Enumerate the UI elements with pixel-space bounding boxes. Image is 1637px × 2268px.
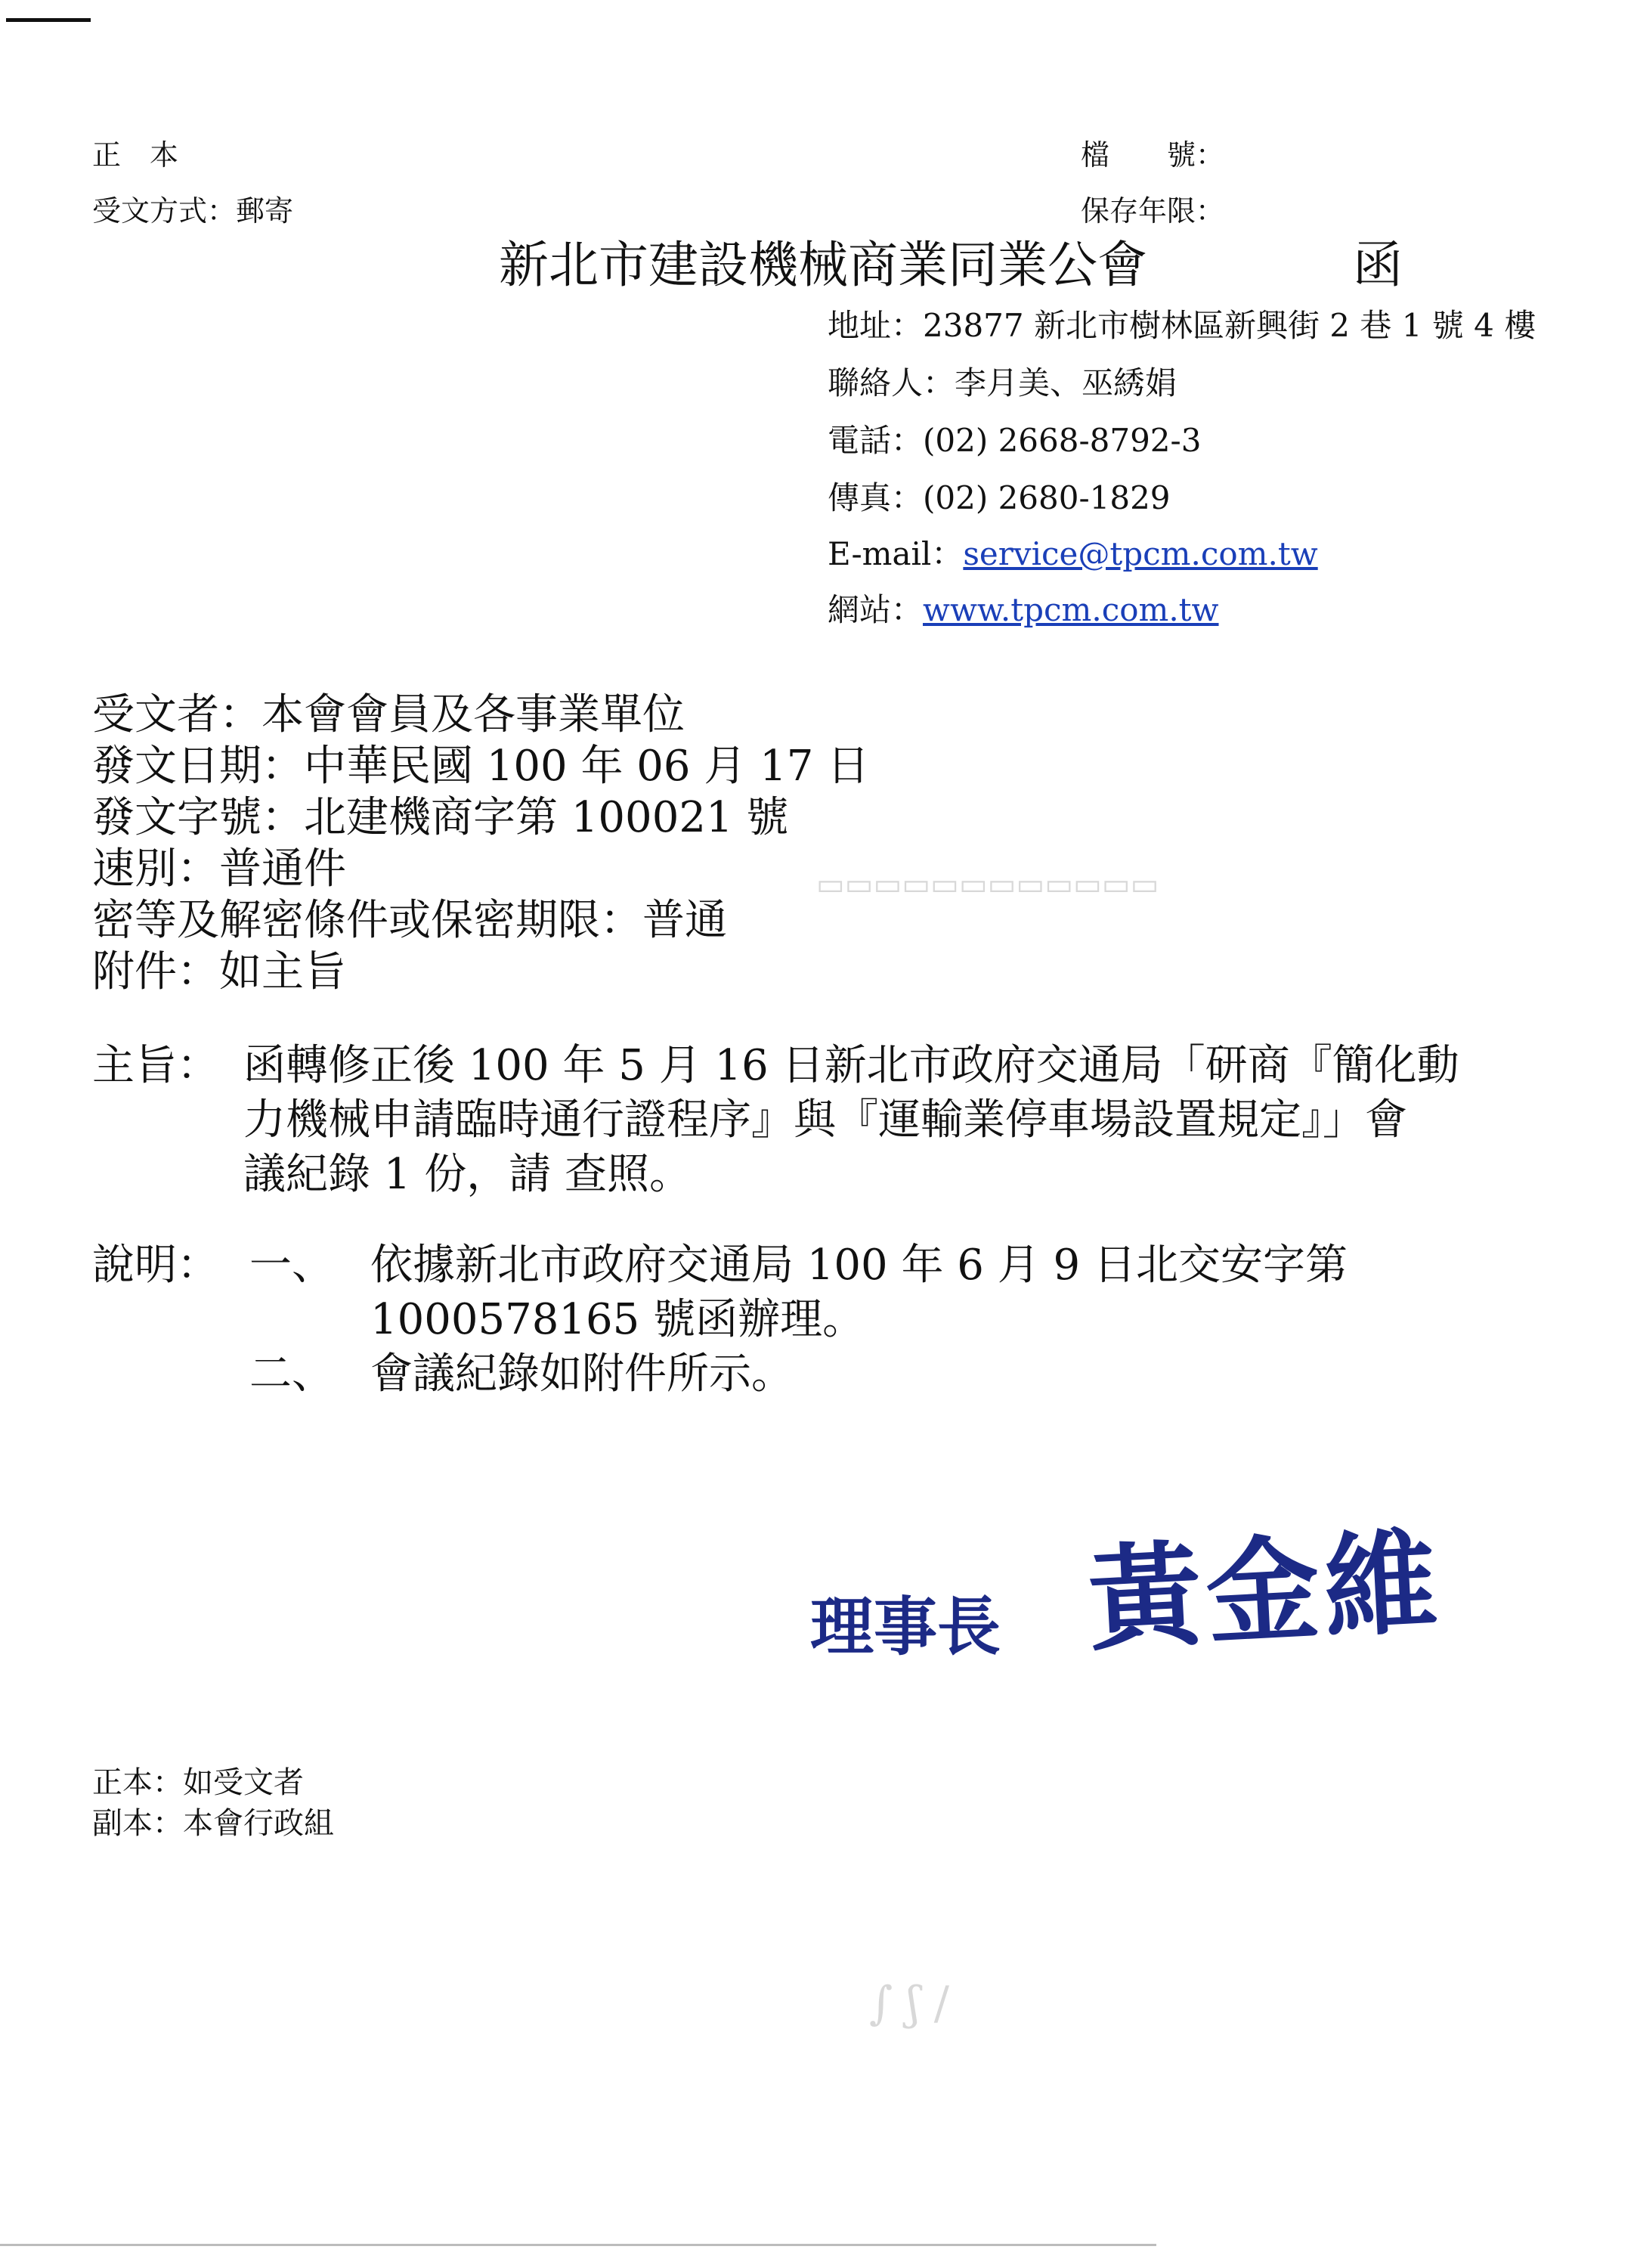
corner-scan-mark (6, 18, 91, 22)
contact-person: 聯絡人：李月美、巫綉娟 (828, 364, 1177, 401)
priority: 速別：普通件 (92, 844, 346, 894)
email-row (828, 535, 1318, 572)
organization-name: 新北市建設機械商業同業公會 (499, 236, 1147, 294)
bleed-through-mark: ∫ ʃ ∕ (869, 1977, 949, 2030)
explanation-label: 說明： (92, 1241, 219, 1290)
secrecy-level: 密等及解密條件或保密期限：普通 (92, 896, 727, 945)
website-label: 網站： (828, 591, 924, 628)
delivery-method: 受文方式：郵寄 (92, 194, 294, 228)
signatory-title: 理事長 (810, 1589, 1001, 1664)
copy-distribution: 副本：本會行政組 (92, 1806, 334, 1841)
fax: 傳真：(02) 2680-1829 (828, 479, 1171, 516)
explanation-item-number: 二、 (249, 1349, 334, 1399)
recipient: 受文者：本會會員及各事業單位 (92, 690, 685, 739)
issue-date: 發文日期：中華民國 100 年 06 月 17 日 (92, 742, 870, 791)
address: 地址：23877 新北市樹林區新興街 2 巷 1 號 4 樓 (828, 307, 1536, 344)
file-number-label: 檔 號： (1081, 138, 1225, 172)
explanation-item-text: 依據新北市政府交通局 100 年 6 月 9 日北交安字第 (370, 1241, 1348, 1290)
email-link[interactable]: service@tpcm.com.tw (963, 535, 1318, 572)
bleed-through-mark: ▭▭▭▭▭▭▭▭▭▭▭▭ (816, 867, 1159, 902)
explanation-item-number: 一、 (249, 1241, 334, 1290)
subject-line: 力機械申請臨時通行證程序』與『運輸業停車場設置規定』」會 (243, 1095, 1407, 1145)
copy-type-label: 正 本 (92, 138, 179, 172)
website-row (828, 591, 1219, 628)
subject-label: 主旨： (92, 1041, 219, 1090)
original-distribution: 正本：如受文者 (92, 1765, 304, 1800)
explanation-item-text: 會議紀錄如附件所示。 (370, 1349, 794, 1399)
document-type: 函 (1353, 236, 1403, 294)
email-label: E-mail： (828, 535, 964, 572)
signature-stamp: 黃金維 (1085, 1515, 1446, 1668)
page-bottom-rule (0, 2244, 1156, 2246)
retention-period-label: 保存年限： (1081, 194, 1225, 228)
subject-line: 函轉修正後 100 年 5 月 16 日新北市政府交通局「研商『簡化動 (243, 1041, 1459, 1090)
attachment: 附件：如主旨 (92, 947, 346, 996)
document-number: 發文字號：北建機商字第 100021 號 (92, 793, 789, 842)
website-link[interactable]: www.tpcm.com.tw (923, 591, 1219, 628)
phone: 電話：(02) 2668-8792-3 (828, 422, 1202, 459)
subject-line: 議紀錄 1 份，請 查照。 (243, 1150, 692, 1199)
explanation-item-text: 1000578165 號函辦理。 (370, 1295, 865, 1344)
